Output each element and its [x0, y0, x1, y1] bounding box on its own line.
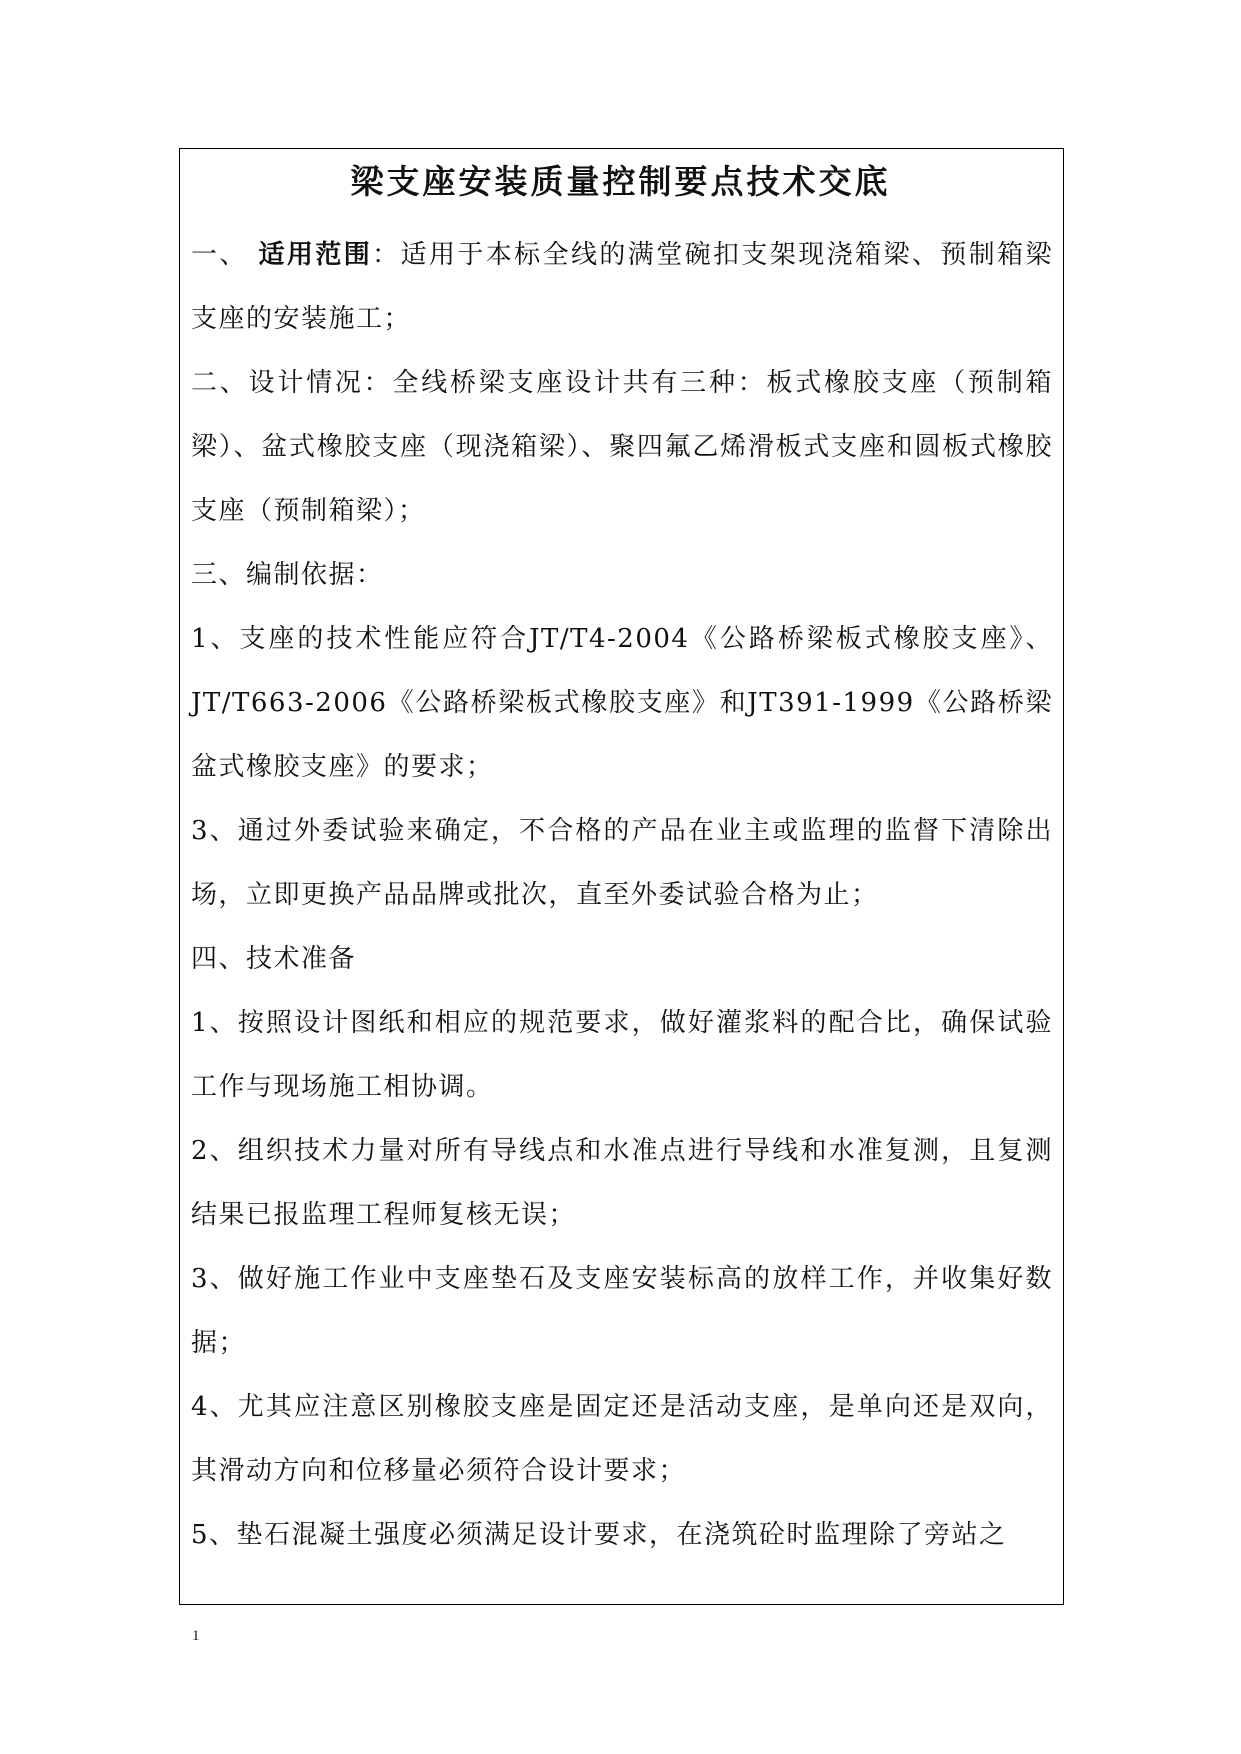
document-title: 梁支座安装质量控制要点技术交底	[350, 162, 891, 201]
preparation-item-5: 5、垫石混凝土强度必须满足设计要求，在浇筑砼时监理除了旁站之	[191, 1520, 1007, 1550]
basis-item-1: 1、支座的技术性能应符合JT/T4-2004《公路桥梁板式橡胶支座》、JT/T663-2006《公路桥梁板式橡胶支座》和JT391-1999《公路桥梁盆式橡胶支座》的要求；	[191, 624, 1053, 782]
preparation-item-3: 3、做好施工作业中支座垫石及支座安装标高的放样工作，并收集好数据；	[191, 1264, 1053, 1358]
preparation-item-2: 2、组织技术力量对所有导线点和水准点进行导线和水准复测，且复测结果已报监理工程师复核无误；	[191, 1136, 1053, 1230]
page-number: 1	[192, 1628, 200, 1644]
section-scope-prefix: 一、	[191, 240, 259, 270]
basis-item-3: 3、通过外委试验来确定，不合格的产品在业主或监理的监督下清除出场，立即更换产品品牌或批次，直至外委试验合格为止；	[191, 816, 1053, 910]
section-preparation-heading: 四、技术准备	[191, 944, 357, 974]
section-scope-heading: 适用范围	[258, 240, 373, 270]
section-scope	[191, 223, 1053, 351]
section-scope-text: ：适用于本标全线的满堂碗扣支架现浇箱梁、预制箱梁支座的安装施工；	[191, 240, 1053, 334]
preparation-item-1: 1、按照设计图纸和相应的规范要求，做好灌浆料的配合比，确保试验工作与现场施工相协调。	[191, 1008, 1053, 1102]
section-basis-heading: 三、编制依据：	[191, 560, 384, 590]
preparation-item-4: 4、尤其应注意区别橡胶支座是固定还是活动支座，是单向还是双向，其滑动方向和位移量必须符合设计要求；	[191, 1392, 1053, 1486]
document-body	[191, 223, 1053, 1567]
section-design: 二、设计情况：全线桥梁支座设计共有三种：板式橡胶支座（预制箱梁）、盆式橡胶支座（现浇箱梁）、聚四氟乙烯滑板式支座和圆板式橡胶支座（预制箱梁）；	[191, 368, 1053, 526]
